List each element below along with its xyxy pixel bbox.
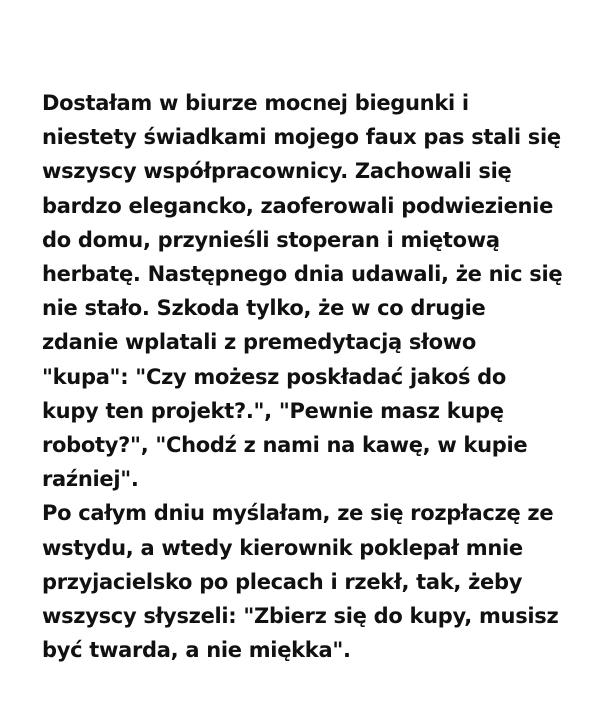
text-line: być twarda, a nie miękka". xyxy=(42,638,351,663)
text-line: raźniej". xyxy=(42,467,139,492)
text-line: do domu, przynieśli stoperan i miętową xyxy=(42,227,500,252)
text-line: niestety świadkami mojego faux pas stali się xyxy=(42,125,561,150)
text-line: "kupa": "Czy możesz poskładać jakoś do xyxy=(42,364,507,389)
text-line: wszyscy słyszeli: "Zbierz się do kupy, musisz xyxy=(42,604,559,629)
text-line: bardzo elegancko, zaoferowali podwiezienie xyxy=(42,193,554,218)
text-line: zdanie wplatali z premedytacją słowo xyxy=(42,330,476,355)
text-line: nie stało. Szkoda tylko, że w co drugie xyxy=(42,296,486,321)
story-text xyxy=(42,86,587,667)
text-line: wszyscy współpracownicy. Zachowali się xyxy=(42,159,512,184)
text-line: kupy ten projekt?.", "Pewnie masz kupę xyxy=(42,398,504,423)
text-line: Dostałam w biurze mocnej biegunki i xyxy=(42,91,469,115)
text-line: herbatę. Następnego dnia udawali, że nic się xyxy=(42,262,563,287)
text-line: wstydu, a wtedy kierownik poklepał mnie xyxy=(42,535,523,560)
text-line: Po całym dniu myślałam, ze się rozpłaczę ze xyxy=(42,501,554,526)
text-line: przyjacielsko po plecach i rzekł, tak, żeby xyxy=(42,569,523,594)
text-line: roboty?", "Chodź z nami na kawę, w kupie xyxy=(42,433,528,458)
